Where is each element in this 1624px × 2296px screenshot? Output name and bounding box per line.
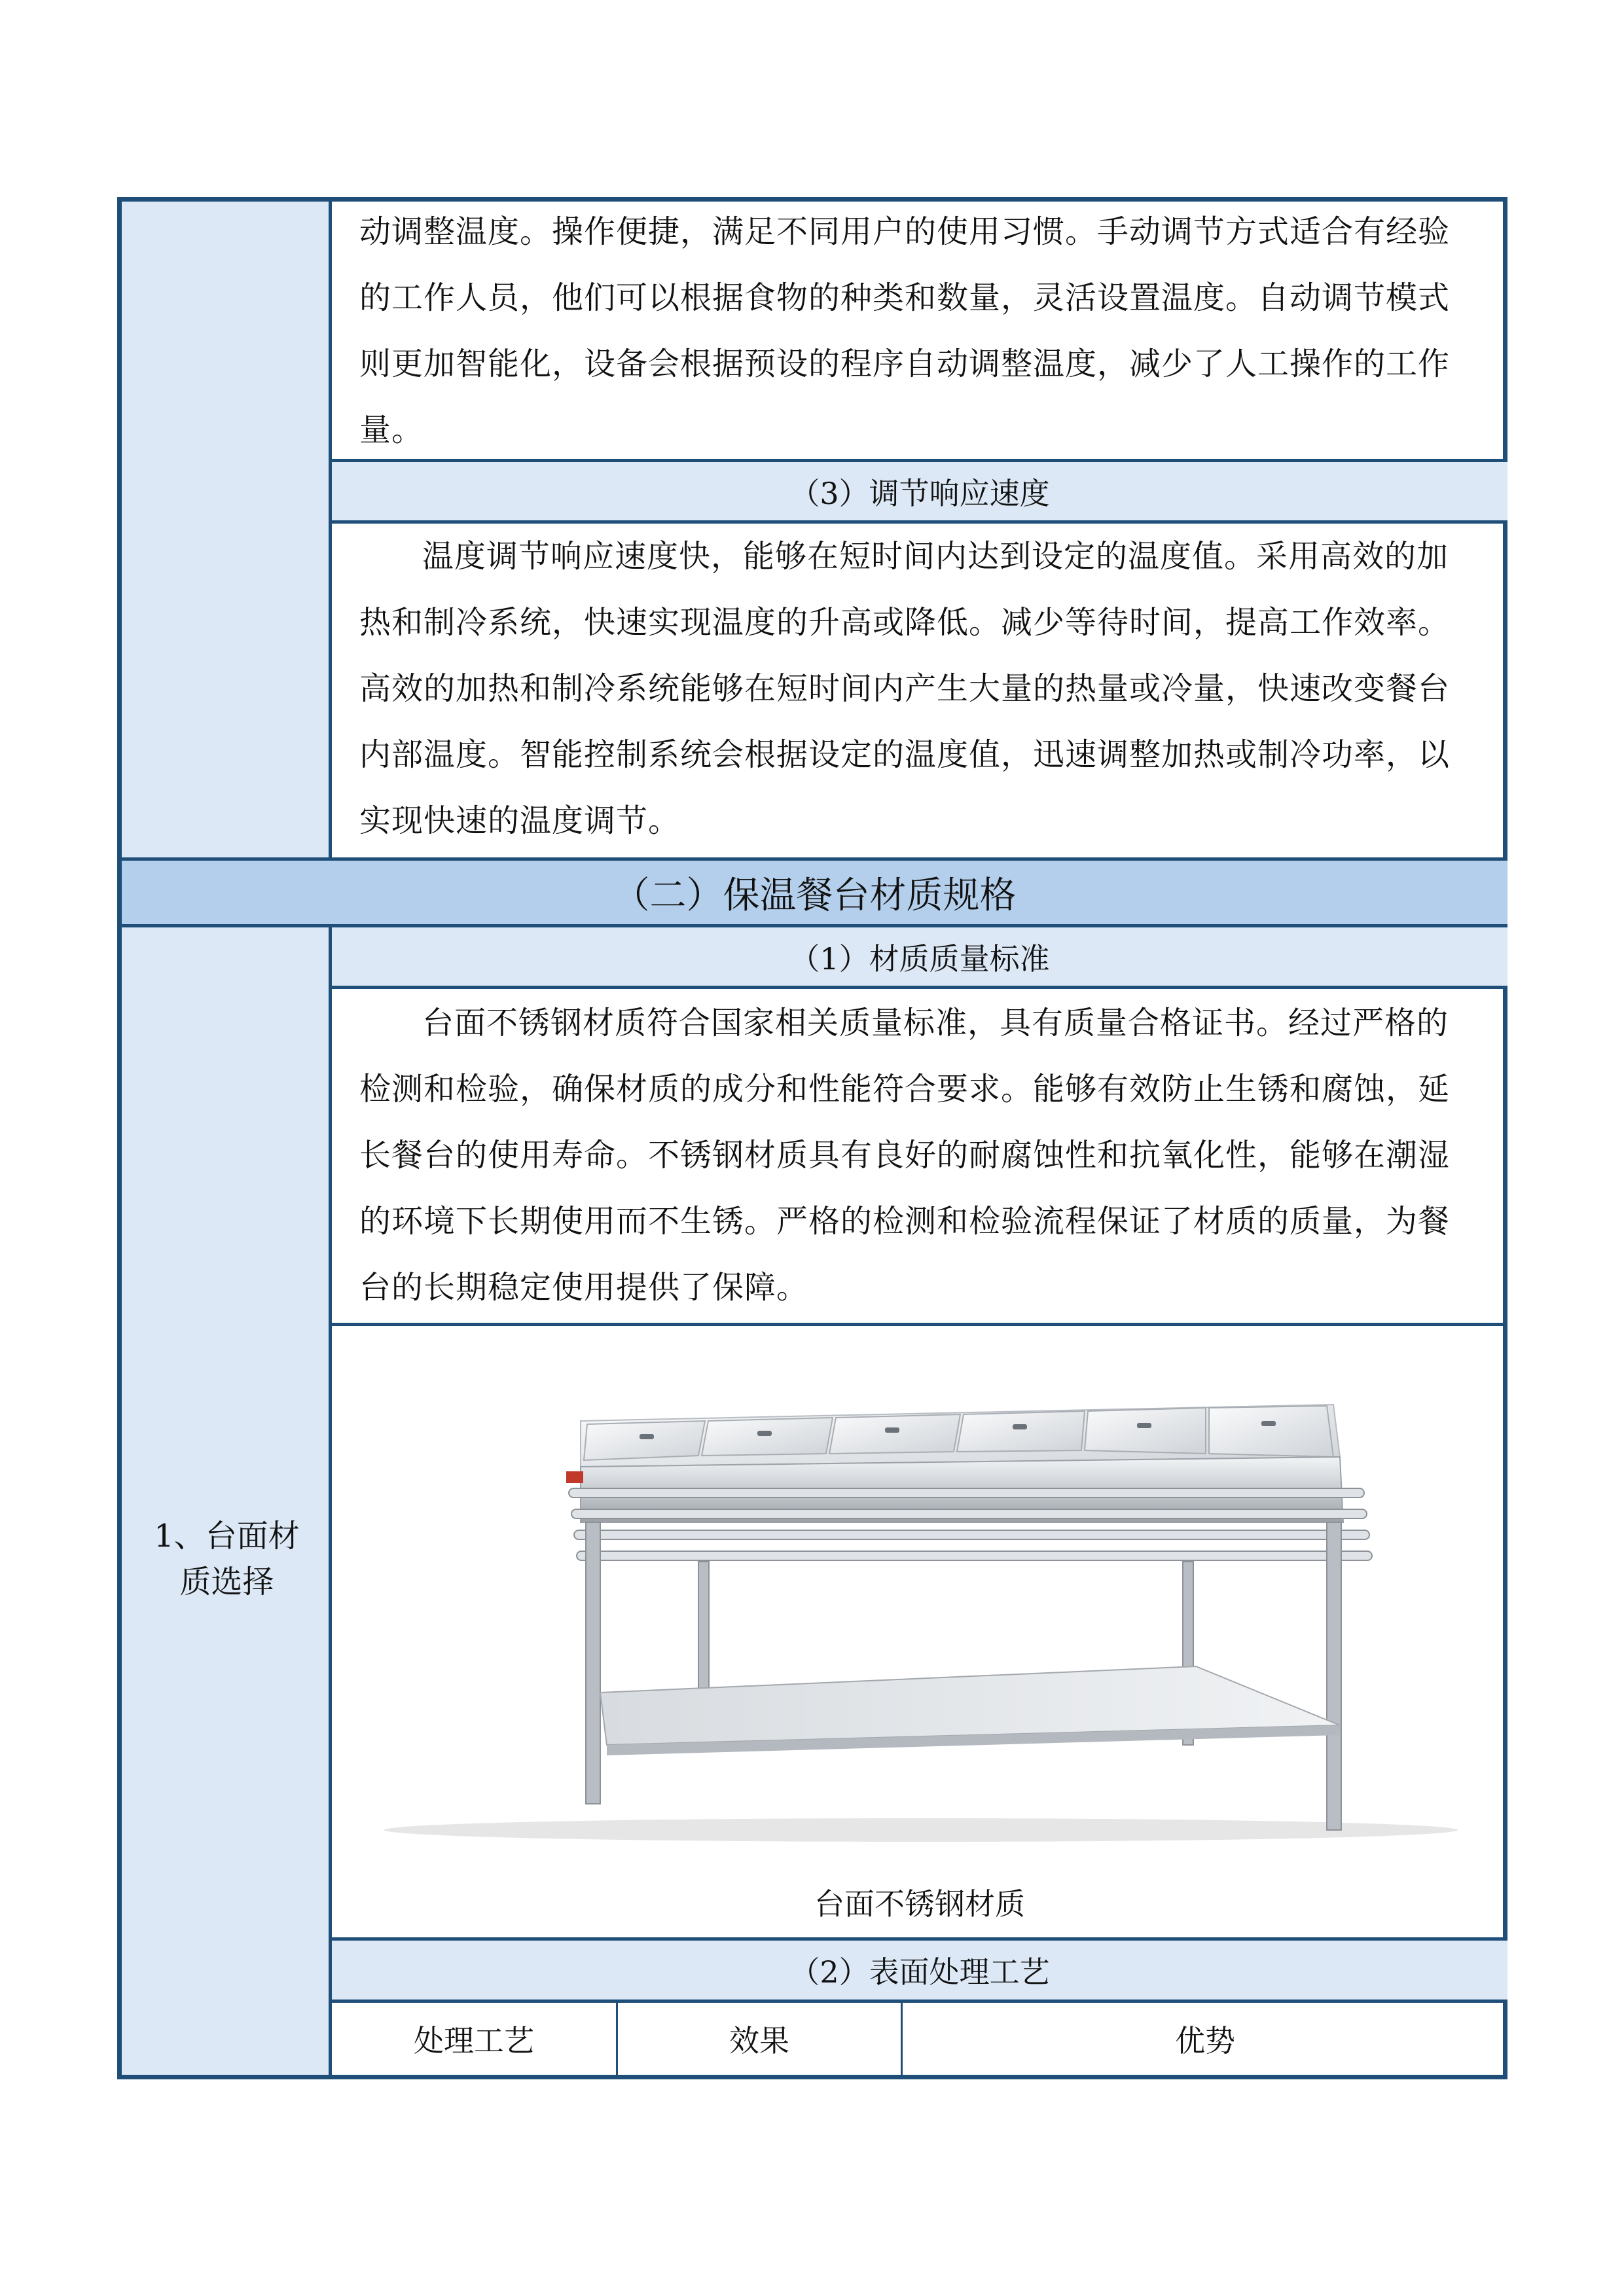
paragraph-line: 台面不锈钢材质符合国家相关质量标准，具有质量合格证书。经过严格的 (422, 1005, 1449, 1041)
table-header-effect (618, 2003, 901, 2075)
subheading-3-text: （3）调节响应速度 (789, 475, 1050, 511)
left-column-section2 (122, 927, 332, 2075)
paragraph-line: 台的长期稳定使用提供了保障。 (359, 1269, 809, 1306)
left-label-line2: 质选择 (179, 1564, 274, 1600)
paragraph-line: 温度调节响应速度快，能够在短时间内达到设定的温度值。采用高效的加 (422, 538, 1449, 575)
paragraph-line: 则更加智能化，设备会根据预设的程序自动调整温度，减少了人工操作的工作 (359, 346, 1451, 382)
paragraph-line: 的工作人员，他们可以根据食物的种类和数量，灵活设置温度。自动调节模式 (359, 279, 1451, 316)
subheading-1-text: （1）材质质量标准 (789, 941, 1050, 977)
table-header-text: 效果 (729, 2023, 789, 2058)
subheading-1 (332, 927, 1507, 986)
steam-table-image (332, 1326, 1507, 1850)
paragraph-line: 内部温度。智能控制系统会根据设定的温度值，迅速调整加热或制冷功率，以 (359, 736, 1451, 773)
paragraph-line: 高效的加热和制冷系统能够在短时间内产生大量的热量或冷量，快速改变餐台 (359, 670, 1451, 707)
table-header-process (332, 2003, 616, 2075)
left-column-top (122, 202, 332, 857)
section-2-header (122, 861, 1507, 924)
paragraph-block-2 (332, 524, 1507, 857)
table-header-text: 优势 (1175, 2023, 1235, 2058)
paragraph-block-1 (332, 202, 1507, 463)
table-header-advantage (903, 2003, 1507, 2075)
document-table (117, 197, 1507, 2079)
left-label-line1: 1、台面材 (154, 1518, 300, 1554)
paragraph-line: 热和制冷系统，快速实现温度的升高或降低。减少等待时间，提高工作效率。 (359, 604, 1451, 641)
subheading-3 (332, 462, 1507, 520)
paragraph-line: 动调整温度。操作便捷，满足不同用户的使用习惯。手动调节方式适合有经验 (359, 213, 1451, 250)
image-cell (332, 1326, 1507, 1937)
image-caption: 台面不锈钢材质 (814, 1886, 1025, 1922)
section-2-title: （二）保温餐台材质规格 (613, 874, 1017, 917)
paragraph-line: 检测和检验，确保材质的成分和性能符合要求。能够有效防止生锈和腐蚀，延 (359, 1071, 1451, 1107)
paragraph-block-3 (332, 989, 1507, 1323)
subheading-2 (332, 1941, 1507, 2000)
subheading-2-text: （2）表面处理工艺 (789, 1954, 1050, 1990)
table-header-text: 处理工艺 (414, 2023, 534, 2058)
paragraph-line: 的环境下长期使用而不生锈。严格的检测和检验流程保证了材质的质量，为餐 (359, 1203, 1451, 1240)
paragraph-line: 量。 (359, 412, 424, 448)
paragraph-line: 长餐台的使用寿命。不锈钢材质具有良好的耐腐蚀性和抗氧化性，能够在潮湿 (359, 1137, 1451, 1174)
paragraph-line: 实现快速的温度调节。 (359, 802, 681, 839)
